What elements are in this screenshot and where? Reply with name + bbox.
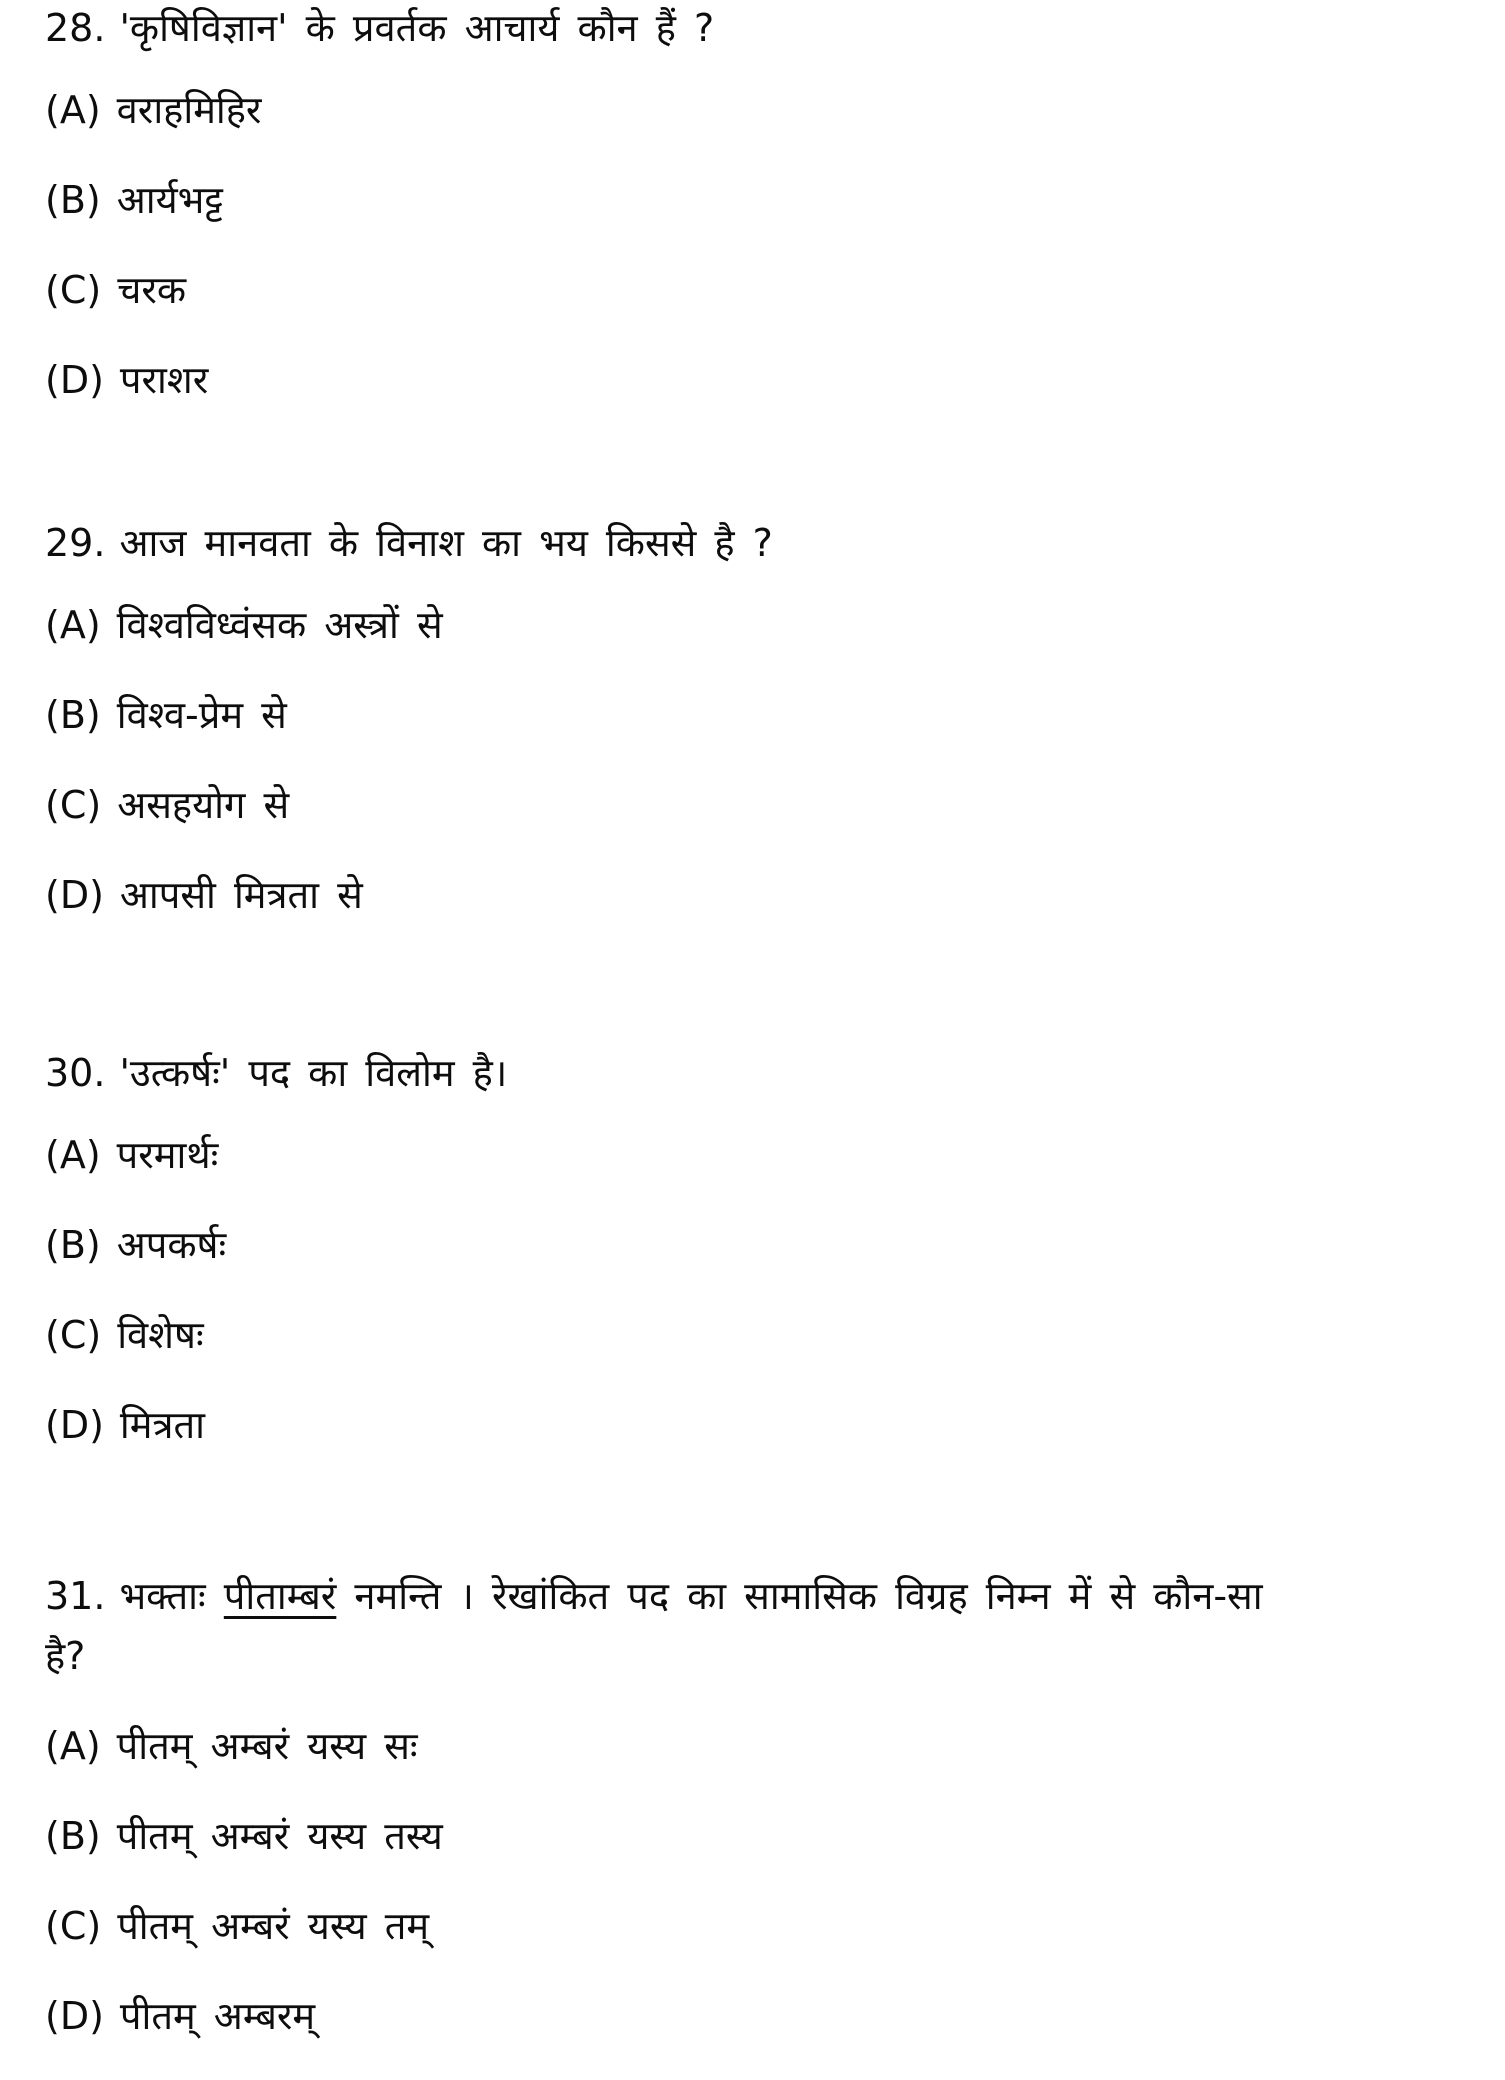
option-text: चरक [117,268,187,312]
question-text-prefix: भक्ताः [119,1574,206,1618]
question-28 [45,2,1477,444]
option-text: परमार्थः [116,1133,219,1177]
option-row-c [45,1900,1477,1952]
question-number: 29. [45,521,106,565]
option-text: आपसी मित्रता से [119,873,363,917]
question-text: 'कृषिविज्ञान' के प्रवर्तक आचार्य कौन हैं ? [119,6,715,50]
option-label: (B) [45,693,101,737]
option-text: असहयोग से [117,783,290,827]
question-text-suffix: नमन्ति । रेखांकित पद का सामासिक विग्रह निम्न में से कौन-सा [354,1574,1263,1618]
question-28-heading [45,2,1477,54]
option-row-c [45,1309,1477,1361]
question-31 [45,1566,1477,2080]
option-row-d [45,869,1477,921]
option-text: अपकर्षः [116,1223,227,1267]
question-30-heading [45,1047,1477,1099]
option-row-b [45,174,1477,226]
option-text: पीतम् अम्बरं यस्य तस्य [116,1814,443,1858]
option-label: (D) [45,873,104,917]
option-label: (D) [45,358,104,402]
option-text: पीतम् अम्बरं यस्य सः [116,1724,418,1768]
option-label: (C) [45,268,102,312]
option-row-b [45,1810,1477,1862]
option-text: मित्रता [119,1403,205,1447]
option-text: पीतम् अम्बरं यस्य तम् [117,1904,430,1948]
option-text: आर्यभट्ट [116,178,223,222]
option-label: (D) [45,1994,104,2038]
option-row-b [45,689,1477,741]
option-label: (D) [45,1403,104,1447]
question-text: आज मानवता के विनाश का भय किससे है ? [119,521,773,565]
question-31-heading [45,1566,1477,1686]
question-29-heading [45,517,1477,569]
option-label: (C) [45,783,102,827]
option-row-a [45,1129,1477,1181]
option-label: (A) [45,1133,101,1177]
option-row-c [45,264,1477,316]
option-label: (A) [45,603,101,647]
question-number: 31. [45,1574,106,1618]
option-row-d [45,1399,1477,1451]
question-text: 'उत्कर्षः' पद का विलोम है। [119,1051,508,1095]
option-label: (C) [45,1313,102,1357]
question-number: 30. [45,1051,106,1095]
option-text: वराहमिहिर [116,88,262,132]
option-row-b [45,1219,1477,1271]
option-label: (B) [45,178,101,222]
option-text: विश्व-प्रेम से [116,693,287,737]
option-row-a [45,84,1477,136]
option-label: (A) [45,88,101,132]
option-label: (B) [45,1223,101,1267]
question-text-line2: है? [45,1634,86,1678]
option-text: विशेषः [117,1313,204,1357]
question-text-underlined-word: पीताम्बरं [223,1574,337,1618]
option-text: विश्वविध्वंसक अस्त्रों से [116,603,443,647]
option-row-d [45,354,1477,406]
option-text: पीतम् अम्बरम् [119,1994,316,2038]
option-row-a [45,599,1477,651]
question-number: 28. [45,6,106,50]
option-row-d [45,1990,1477,2042]
option-row-a [45,1720,1477,1772]
question-30 [45,1047,1477,1489]
option-label: (C) [45,1904,102,1948]
option-text: पराशर [119,358,209,402]
option-label: (A) [45,1724,101,1768]
question-29 [45,517,1477,959]
option-label: (B) [45,1814,101,1858]
option-row-c [45,779,1477,831]
